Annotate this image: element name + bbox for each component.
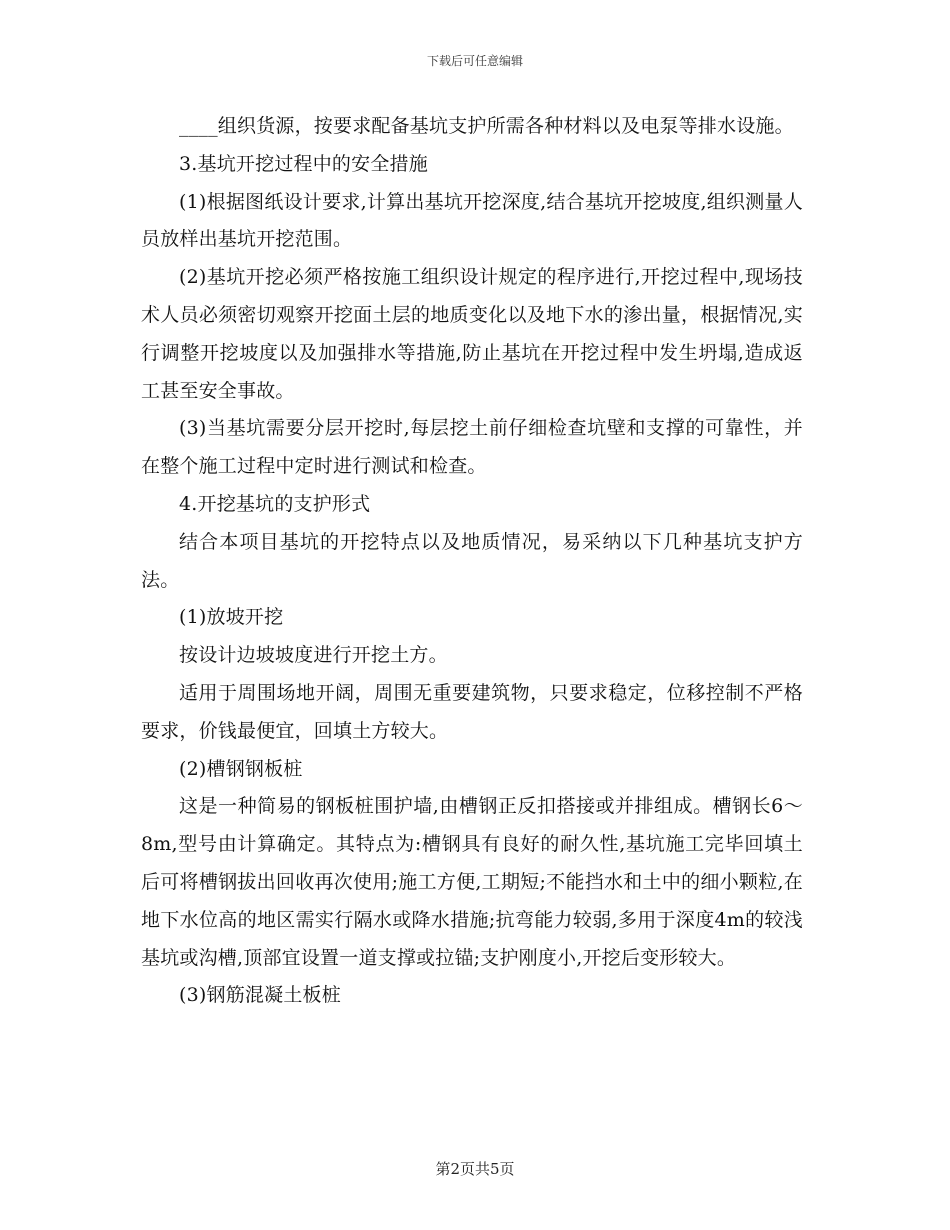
- paragraph-safety-2: (2)基坑开挖必须严格按施工组织设计规定的程序进行,开挖过程中,现场技术人员必须密切观察开挖面土层的地质变化以及地下水的渗出量，根据情况,实行调整开挖坡度以及加强排水等措施,防止基坑在开挖过程中发生坍塌,造成返工甚至安全事故。: [141, 266, 803, 402]
- heading-support-forms: 4.开挖基坑的支护形式: [179, 492, 371, 515]
- heading-excavation-safety: 3.基坑开挖过程中的安全措施: [179, 152, 428, 175]
- document-body: [141, 108, 803, 1015]
- page-header: 下载后可任意编辑: [426, 54, 523, 68]
- page-footer: 第2页共5页: [435, 1160, 515, 1178]
- paragraph-channel-steel-pile: 这是一种简易的钢板桩围护墙,由槽钢正反扣搭接或并排组成。槽钢长6～8m,型号由计算确定。其特点为:槽钢具有良好的耐久性,基坑施工完毕回填土后可将槽钢拔出回收再次使用;施工方便,工期短;不能挡水和土中的细小颗粒,在地下水位高的地区需实行隔水或降水措施;抗弯能力较弱,多用于深度4m的较浅基坑或沟槽,顶部宜设置一道支撑或拉锚;支护刚度小,开挖后变形较大。: [141, 795, 803, 969]
- paragraph-safety-3: (3)当基坑需要分层开挖时,每层挖土前仔细检查坑壁和支撑的可靠性，并在整个施工过程中定时进行测试和检查。: [141, 417, 803, 478]
- paragraph-slope-method: 按设计边坡坡度进行开挖土方。: [179, 644, 448, 667]
- heading-slope-excavation: (1)放坡开挖: [179, 606, 284, 629]
- heading-channel-steel-pile: (2)槽钢钢板桩: [179, 757, 303, 780]
- paragraph-safety-1: (1)根据图纸设计要求,计算出基坑开挖深度,结合基坑开挖坡度,组织测量人员放样出基坑开挖范围。: [141, 190, 803, 251]
- paragraph-material-supply: ____组织货源，按要求配备基坑支护所需各种材料以及电泵等排水设施。: [179, 115, 794, 137]
- paragraph-support-intro: 结合本项目基坑的开挖特点以及地质情况，易采纳以下几种基坑支护方法。: [141, 530, 803, 591]
- paragraph-slope-applicability: 适用于周围场地开阔，周围无重要建筑物，只要求稳定，位移控制不严格要求，价钱最便宜，回填土方较大。: [141, 681, 803, 742]
- heading-rc-sheet-pile: (3)钢筋混凝土板桩: [179, 984, 341, 1007]
